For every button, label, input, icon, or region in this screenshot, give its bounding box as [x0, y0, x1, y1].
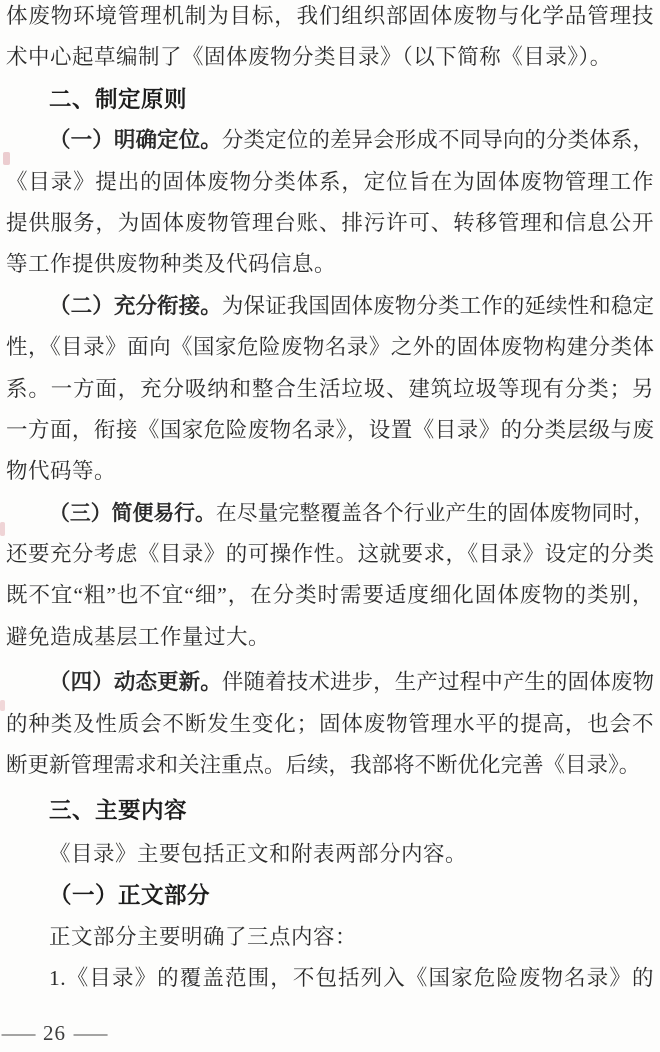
text-line — [6, 0, 654, 37]
line-text: 正文部分主要明确了三点内容： — [49, 924, 358, 949]
line-text: 1.《目录》的覆盖范围，不包括列入《国家危险废物名录》的 — [49, 965, 654, 990]
line-text: 《目录》主要包括正文和附表两部分内容。 — [49, 841, 468, 866]
text-line — [6, 958, 654, 999]
text-line — [6, 493, 654, 534]
line-text: 在尽量完整覆盖各个行业产生的固体废物同时， — [215, 501, 654, 525]
text-line — [6, 451, 654, 492]
line-text: 物代码等。 — [6, 459, 117, 484]
text-line — [6, 617, 654, 658]
bold-lead-in: （一）明确定位。 — [49, 128, 222, 153]
page-footer — [1, 1021, 108, 1046]
line-text: 三、主要内容 — [49, 798, 188, 824]
text-line — [6, 834, 654, 875]
text-line — [6, 704, 654, 745]
text-line — [6, 575, 654, 616]
text-line — [6, 327, 654, 368]
section-heading — [6, 79, 654, 120]
section-heading — [6, 790, 654, 831]
section-heading — [6, 875, 654, 916]
line-text: 系。一方面，充分吸纳和整合生活垃圾、建筑垃圾等现有分类；另 — [6, 376, 654, 401]
text-line — [6, 745, 654, 786]
text-line — [6, 286, 654, 327]
text-line — [6, 534, 654, 575]
line-text: 既不宜“粗”也不宜“细”，在分类时需要适度细化固体废物的类别， — [6, 583, 654, 608]
line-text: 伴随着技术进步，生产过程中产生的固体废物 — [221, 670, 654, 695]
text-line — [6, 917, 654, 958]
line-text: 避免造成基层工作量过大。 — [6, 624, 271, 649]
line-text: 等工作提供废物种类及代码信息。 — [6, 252, 337, 277]
line-text: 还要充分考虑《目录》的可操作性。这就要求，《目录》设定的分类 — [6, 542, 654, 567]
footer-dash-left: — — [1, 1021, 36, 1045]
text-line — [6, 369, 654, 410]
line-text: 体废物环境管理机制为目标，我们组织部固体废物与化学品管理技 — [6, 4, 654, 28]
line-text: 断更新管理需求和关注重点。后续，我部将不断优化完善《目录》。 — [6, 753, 641, 778]
line-text: 一方面，衔接《国家危险废物名录》，设置《目录》的分类层级与废 — [6, 417, 654, 442]
text-line — [6, 37, 654, 78]
line-text: 的种类及性质会不断发生变化；固体废物管理水平的提高，也会不 — [6, 711, 654, 736]
text-line — [6, 662, 654, 703]
text-line — [6, 410, 654, 451]
page-number: 26 — [43, 1021, 66, 1045]
line-text: 为保证我国固体废物分类工作的延续性和稳定 — [221, 293, 654, 318]
line-text: 提供服务，为固体废物管理台账、排污许可、转移管理和信息公开 — [6, 210, 654, 235]
text-line — [6, 203, 654, 244]
text-line — [6, 120, 654, 161]
line-text: 术中心起草编制了《固体废物分类目录》（以下简称《目录》）。 — [6, 45, 612, 70]
line-text: 性，《目录》面向《国家危险废物名录》之外的固体废物构建分类体 — [6, 335, 654, 360]
line-text: 二、制定原则 — [49, 86, 188, 112]
footer-dash-right: — — [73, 1021, 108, 1045]
bold-lead-in: （三）简便易行。 — [49, 501, 216, 525]
line-text: 《目录》提出的固体废物分类体系，定位旨在为固体废物管理工作 — [6, 169, 654, 194]
line-text: 分类定位的差异会形成不同导向的分类体系， — [221, 128, 654, 153]
text-line — [6, 244, 654, 285]
scan-artifact — [0, 522, 5, 536]
bold-lead-in: （二）充分衔接。 — [49, 293, 222, 318]
scan-artifact — [3, 152, 10, 165]
line-text: （一）正文部分 — [49, 883, 211, 909]
bold-lead-in: （四）动态更新。 — [49, 670, 222, 695]
scan-artifact — [0, 700, 5, 711]
text-line — [6, 162, 654, 203]
